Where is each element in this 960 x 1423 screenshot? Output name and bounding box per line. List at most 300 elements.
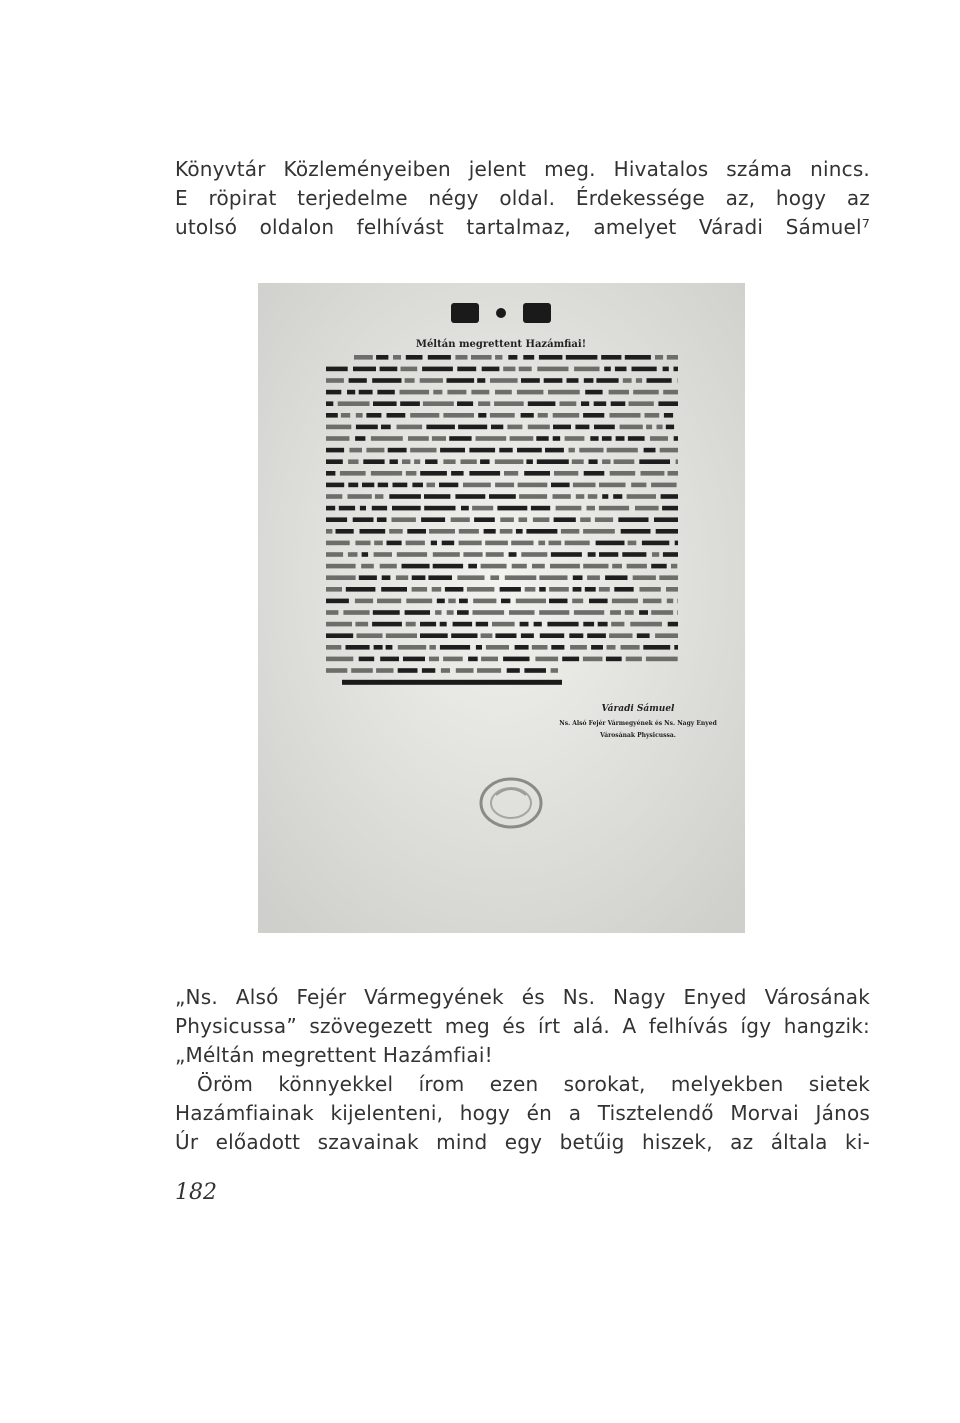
facsimile-word bbox=[326, 425, 351, 430]
facsimile-word bbox=[461, 459, 477, 464]
facsimile-word bbox=[666, 587, 678, 592]
facsimile-word bbox=[511, 541, 533, 546]
facsimile-word bbox=[372, 622, 402, 627]
facsimile-word bbox=[480, 459, 490, 464]
facsimile-word bbox=[432, 587, 442, 592]
facsimile-word bbox=[651, 564, 667, 569]
facsimile-word bbox=[587, 506, 596, 511]
text-line: E röpirat terjedelme négy oldal. Érdekessége az, hogy az bbox=[175, 186, 870, 210]
facsimile-word bbox=[346, 645, 370, 650]
facsimile-word bbox=[348, 483, 358, 488]
facsimile-word bbox=[528, 401, 556, 406]
facsimile-word bbox=[355, 599, 373, 604]
facsimile-word bbox=[362, 483, 374, 488]
facsimile-word bbox=[646, 425, 652, 430]
facsimile-word bbox=[374, 552, 392, 557]
facsimile-word bbox=[420, 378, 443, 383]
facsimile-word bbox=[637, 633, 650, 638]
facsimile-word bbox=[326, 633, 353, 638]
facsimile-word bbox=[538, 541, 545, 546]
facsimile-word bbox=[588, 552, 596, 557]
facsimile-word bbox=[441, 668, 450, 673]
facsimile-word bbox=[396, 575, 408, 580]
facsimile-word bbox=[583, 564, 608, 569]
facsimile-word bbox=[566, 355, 598, 360]
facsimile-word bbox=[661, 494, 678, 499]
facsimile-word bbox=[645, 413, 660, 418]
facsimile-word bbox=[587, 633, 606, 638]
text-line: „Ns. Alsó Fejér Vármegyének és Ns. Nagy Enyed Városának bbox=[175, 985, 870, 1009]
facsimile-signature-title-2: Városának Physicussa. bbox=[600, 732, 676, 739]
facsimile-word bbox=[570, 645, 587, 650]
facsimile-word bbox=[505, 575, 537, 580]
facsimile-word bbox=[581, 401, 589, 406]
facsimile-word bbox=[562, 657, 579, 662]
facsimile-word bbox=[406, 355, 423, 360]
facsimile-word bbox=[596, 378, 618, 383]
facsimile-word bbox=[526, 459, 533, 464]
facsimile-word bbox=[461, 506, 469, 511]
facsimile-word bbox=[583, 529, 615, 534]
facsimile-word bbox=[666, 425, 674, 430]
facsimile-word bbox=[374, 645, 383, 650]
facsimile-word bbox=[554, 471, 578, 476]
facsimile-word bbox=[457, 575, 484, 580]
facsimile-word bbox=[471, 355, 492, 360]
facsimile-word bbox=[371, 436, 403, 441]
facsimile-word bbox=[427, 483, 436, 488]
top-paragraph bbox=[175, 155, 870, 242]
facsimile-word bbox=[481, 564, 507, 569]
facsimile-word bbox=[447, 390, 466, 395]
facsimile-word bbox=[386, 633, 417, 638]
facsimile-word bbox=[610, 471, 636, 476]
facsimile-word bbox=[326, 645, 341, 650]
facsimile-word bbox=[473, 599, 496, 604]
facsimile-word bbox=[627, 494, 656, 499]
facsimile-word bbox=[632, 367, 657, 372]
facsimile-word bbox=[377, 390, 394, 395]
facsimile-word bbox=[457, 367, 476, 372]
facsimile-word bbox=[565, 436, 585, 441]
facsimile-word bbox=[428, 355, 451, 360]
facsimile-word bbox=[361, 564, 374, 569]
facsimile-word bbox=[376, 668, 393, 673]
facsimile-word bbox=[516, 599, 546, 604]
facsimile-word bbox=[495, 390, 512, 395]
facsimile-word bbox=[422, 367, 453, 372]
facsimile-word bbox=[622, 552, 646, 557]
facsimile-word bbox=[663, 390, 678, 395]
facsimile-word bbox=[381, 587, 407, 592]
text-line: Úr előadott szavainak mind egy betűig hiszek, az általa ki- bbox=[175, 1130, 870, 1154]
facsimile-word bbox=[675, 541, 678, 546]
facsimile-word bbox=[667, 355, 678, 360]
facsimile-word bbox=[392, 517, 416, 522]
facsimile-word bbox=[448, 599, 455, 604]
facsimile-word bbox=[620, 425, 643, 430]
facsimile-word bbox=[503, 657, 529, 662]
facsimile-word bbox=[599, 483, 626, 488]
facsimile-word bbox=[348, 552, 358, 557]
facsimile-word bbox=[609, 633, 632, 638]
facsimile-word bbox=[594, 401, 607, 406]
facsimile-word bbox=[451, 471, 464, 476]
facsimile-word bbox=[472, 506, 493, 511]
facsimile-word bbox=[474, 517, 495, 522]
facsimile-word bbox=[414, 459, 420, 464]
facsimile-word bbox=[326, 390, 341, 395]
facsimile-word bbox=[674, 645, 678, 650]
facsimile-word bbox=[497, 506, 527, 511]
facsimile-word bbox=[595, 517, 613, 522]
facsimile-word bbox=[354, 355, 373, 360]
facsimile-word bbox=[531, 506, 550, 511]
facsimile-word bbox=[458, 425, 487, 430]
facsimile-word bbox=[477, 378, 485, 383]
facsimile-word bbox=[491, 425, 503, 430]
facsimile-word bbox=[451, 517, 470, 522]
facsimile-word bbox=[589, 459, 598, 464]
facsimile-word bbox=[625, 355, 651, 360]
facsimile-word bbox=[508, 355, 517, 360]
facsimile-word bbox=[338, 401, 370, 406]
facsimile-word bbox=[662, 506, 678, 511]
facsimile-word bbox=[484, 529, 496, 534]
facsimile-word bbox=[348, 494, 372, 499]
facsimile-word bbox=[455, 494, 485, 499]
facsimile-word bbox=[406, 541, 425, 546]
facsimile-word bbox=[585, 587, 596, 592]
facsimile-word bbox=[478, 401, 490, 406]
facsimile-word bbox=[625, 610, 634, 615]
facsimile-word bbox=[551, 552, 582, 557]
facsimile-word bbox=[353, 367, 376, 372]
facsimile-word bbox=[336, 529, 354, 534]
facsimile-word bbox=[643, 645, 670, 650]
facsimile-word bbox=[387, 413, 406, 418]
facsimile-word bbox=[410, 413, 439, 418]
facsimile-word bbox=[473, 610, 505, 615]
facsimile-word bbox=[524, 471, 550, 476]
facsimile-word bbox=[341, 413, 350, 418]
facsimile-word bbox=[380, 367, 398, 372]
text-line: Könyvtár Közleményeiben jelent meg. Hivatalos száma nincs. bbox=[175, 157, 870, 181]
facsimile-word bbox=[642, 541, 669, 546]
facsimile-word bbox=[463, 483, 491, 488]
facsimile-word bbox=[611, 401, 626, 406]
facsimile-word bbox=[389, 494, 421, 499]
facsimile-word bbox=[601, 355, 621, 360]
facsimile-word bbox=[611, 622, 624, 627]
facsimile-word bbox=[628, 436, 645, 441]
facsimile-word bbox=[639, 610, 648, 615]
facsimile-word bbox=[443, 413, 474, 418]
facsimile-signature-name: Váradi Sámuel bbox=[601, 704, 675, 714]
facsimile-word bbox=[515, 645, 529, 650]
facsimile-word bbox=[485, 541, 508, 546]
facsimile-word bbox=[392, 506, 421, 511]
facsimile-word bbox=[373, 610, 400, 615]
facsimile-word bbox=[602, 494, 608, 499]
facsimile-word bbox=[507, 668, 520, 673]
facsimile-word bbox=[678, 378, 679, 383]
facsimile-word bbox=[655, 355, 663, 360]
facsimile-word bbox=[355, 622, 368, 627]
facsimile-word bbox=[326, 483, 344, 488]
facsimile-word bbox=[348, 459, 358, 464]
facsimile-word bbox=[596, 541, 625, 546]
facsimile-word bbox=[660, 448, 678, 453]
facsimile-word bbox=[518, 483, 548, 488]
facsimile-word bbox=[326, 657, 353, 662]
facsimile-word bbox=[519, 517, 528, 522]
facsimile-word bbox=[443, 657, 463, 662]
facsimile-word bbox=[519, 494, 547, 499]
facsimile-word bbox=[378, 483, 388, 488]
facsimile-word bbox=[449, 436, 471, 441]
facsimile-word bbox=[517, 390, 544, 395]
facsimile-word bbox=[517, 448, 542, 453]
facsimile-word bbox=[521, 633, 534, 638]
facsimile-word bbox=[420, 633, 448, 638]
facsimile-word bbox=[359, 575, 377, 580]
facsimile-word bbox=[585, 390, 602, 395]
facsimile-word bbox=[397, 552, 427, 557]
facsimile-word bbox=[561, 529, 579, 534]
facsimile-word bbox=[456, 668, 474, 673]
facsimile-word bbox=[606, 657, 622, 662]
facsimile-word bbox=[433, 390, 442, 395]
facsimile-word bbox=[500, 517, 514, 522]
facsimile-word bbox=[545, 448, 564, 453]
facsimile-word bbox=[573, 483, 596, 488]
facsimile-word bbox=[401, 367, 418, 372]
facsimile-word bbox=[326, 599, 349, 604]
facsimile-word bbox=[572, 459, 584, 464]
facsimile-word bbox=[420, 471, 447, 476]
facsimile-word bbox=[573, 587, 582, 592]
facsimile-word bbox=[643, 599, 662, 604]
facsimile-word bbox=[544, 378, 563, 383]
facsimile-word bbox=[426, 425, 455, 430]
facsimile-word bbox=[500, 587, 521, 592]
facsimile-word bbox=[486, 552, 504, 557]
facsimile-word bbox=[560, 401, 577, 406]
facsimile-word bbox=[477, 668, 501, 673]
facsimile-word bbox=[326, 459, 343, 464]
facsimile-word bbox=[539, 587, 546, 592]
facsimile-word bbox=[618, 517, 648, 522]
facsimile-word bbox=[521, 552, 547, 557]
facsimile-word bbox=[389, 529, 403, 534]
facsimile-word bbox=[627, 564, 647, 569]
facsimile-word bbox=[610, 413, 641, 418]
facsimile-word bbox=[440, 645, 470, 650]
facsimile-word bbox=[359, 390, 373, 395]
facsimile-word bbox=[651, 610, 673, 615]
text-line: „Méltán megrettent Hazámfiai! bbox=[175, 1043, 493, 1067]
facsimile-word bbox=[626, 657, 642, 662]
facsimile-word bbox=[402, 459, 410, 464]
facsimile-word bbox=[589, 599, 608, 604]
facsimile-word bbox=[556, 506, 582, 511]
facsimile-word bbox=[607, 448, 638, 453]
facsimile-word bbox=[326, 367, 348, 372]
facsimile-word bbox=[443, 459, 455, 464]
facsimile-word bbox=[631, 483, 646, 488]
facsimile-word bbox=[605, 575, 627, 580]
facsimile-word bbox=[408, 436, 429, 441]
facsimile-word bbox=[604, 367, 611, 372]
facsimile-word bbox=[326, 552, 343, 557]
facsimile-word bbox=[671, 564, 677, 569]
facsimile-word bbox=[431, 541, 437, 546]
facsimile-word bbox=[674, 436, 678, 441]
facsimile-word bbox=[326, 448, 344, 453]
facsimile-word bbox=[614, 587, 633, 592]
text-line: Hazámfiainak kijelenteni, hogy én a Tisztelendő Morvai János bbox=[175, 1101, 870, 1125]
facsimile-word bbox=[326, 517, 347, 522]
facsimile-word bbox=[468, 564, 477, 569]
facsimile-word bbox=[495, 355, 502, 360]
facsimile-word bbox=[407, 529, 426, 534]
facsimile-word bbox=[356, 413, 363, 418]
facsimile-word bbox=[525, 587, 536, 592]
facsimile-word bbox=[602, 436, 612, 441]
facsimile-word bbox=[429, 645, 436, 650]
facsimile-word bbox=[349, 378, 367, 383]
facsimile-word bbox=[382, 575, 391, 580]
facsimile-word bbox=[343, 610, 369, 615]
facsimile-word bbox=[549, 587, 569, 592]
facsimile-word bbox=[326, 494, 342, 499]
page-number: 182 bbox=[175, 1180, 217, 1205]
facsimile-word bbox=[437, 599, 445, 604]
facsimile-word bbox=[476, 622, 488, 627]
facsimile-word bbox=[355, 436, 365, 441]
facsimile-word bbox=[390, 459, 398, 464]
facsimile-word bbox=[510, 436, 534, 441]
facsimile-word bbox=[386, 645, 393, 650]
facsimile-word bbox=[406, 622, 416, 627]
facsimile-word bbox=[549, 599, 568, 604]
facsimile-word bbox=[481, 633, 493, 638]
facsimile-word bbox=[476, 645, 482, 650]
facsimile-word bbox=[523, 355, 534, 360]
facsimile-word bbox=[398, 645, 426, 650]
facsimile-word bbox=[583, 413, 604, 418]
facsimile-word bbox=[326, 575, 356, 580]
facsimile-word bbox=[412, 483, 423, 488]
facsimile-word bbox=[573, 575, 583, 580]
text-line: utolsó oldalon felhívást tartalmaz, amelyet Váradi Sámuel⁷ bbox=[175, 215, 870, 239]
facsimile-word bbox=[613, 494, 622, 499]
facsimile-word bbox=[489, 494, 516, 499]
facsimile-word bbox=[469, 448, 495, 453]
facsimile-word bbox=[583, 622, 594, 627]
facsimile-word bbox=[521, 413, 534, 418]
facsimile-word bbox=[509, 610, 535, 615]
text-line: Öröm könnyekkel írom ezen sorokat, melyekben sietek bbox=[197, 1072, 870, 1096]
facsimile-word bbox=[533, 517, 550, 522]
facsimile-word bbox=[326, 668, 347, 673]
facsimile-word bbox=[521, 378, 540, 383]
facsimile-word bbox=[553, 436, 561, 441]
facsimile-word bbox=[664, 413, 673, 418]
facsimile-word bbox=[621, 529, 651, 534]
facsimile-word bbox=[447, 378, 475, 383]
facsimile-word bbox=[535, 657, 558, 662]
facsimile-word bbox=[567, 378, 579, 383]
facsimile-word bbox=[549, 541, 562, 546]
facsimile-word bbox=[579, 448, 603, 453]
facsimile-word bbox=[509, 552, 517, 557]
facsimile-word bbox=[380, 564, 397, 569]
facsimile-word bbox=[326, 471, 335, 476]
facsimile-word bbox=[584, 378, 594, 383]
facsimile-word bbox=[471, 390, 489, 395]
facsimile-word bbox=[351, 668, 373, 673]
facsimile-word bbox=[490, 575, 499, 580]
facsimile-word bbox=[326, 587, 342, 592]
facsimile-word bbox=[553, 425, 571, 430]
facsimile-word bbox=[610, 610, 621, 615]
facsimile-word bbox=[609, 390, 629, 395]
facsimile-word bbox=[468, 657, 478, 662]
facsimile-word bbox=[640, 587, 661, 592]
facsimile-word bbox=[377, 517, 387, 522]
facsimile-word bbox=[429, 529, 455, 534]
facsimile-word bbox=[359, 657, 375, 662]
facsimile-word bbox=[657, 425, 663, 430]
facsimile-heading: Méltán megrettent Hazámfiai! bbox=[415, 339, 587, 350]
facsimile-word bbox=[467, 587, 495, 592]
facsimile-word bbox=[376, 355, 388, 360]
facsimile-word bbox=[403, 657, 425, 662]
facsimile-word bbox=[575, 425, 589, 430]
facsimile-word bbox=[512, 564, 527, 569]
facsimile-signature-title-1: Ns. Alsó Fejér Vármegyének és Ns. Nagy Enyed bbox=[559, 720, 717, 727]
facsimile-word bbox=[393, 355, 401, 360]
facsimile-word bbox=[534, 622, 542, 627]
facsimile-word bbox=[374, 541, 383, 546]
facsimile-word bbox=[459, 541, 482, 546]
facsimile-word bbox=[366, 448, 384, 453]
facsimile-word bbox=[340, 471, 366, 476]
facsimile-word bbox=[423, 401, 454, 406]
facsimile-word bbox=[381, 425, 391, 430]
facsimile-word bbox=[494, 401, 524, 406]
facsimile-word bbox=[553, 494, 571, 499]
facsimile-word bbox=[442, 541, 455, 546]
facsimile-word bbox=[406, 471, 417, 476]
facsimile-word bbox=[326, 541, 350, 546]
facsimile-word bbox=[412, 575, 426, 580]
facsimile-word bbox=[377, 599, 401, 604]
facsimile-word bbox=[346, 587, 376, 592]
facsimile-word bbox=[594, 425, 615, 430]
facsimile-word bbox=[612, 564, 622, 569]
facsimile-word bbox=[433, 564, 463, 569]
facsimile-word bbox=[668, 471, 679, 476]
facsimile-word bbox=[668, 622, 678, 627]
bottom-paragraph bbox=[175, 983, 870, 1157]
facsimile-word bbox=[372, 378, 401, 383]
facsimile-word bbox=[482, 367, 500, 372]
facsimile-word bbox=[539, 575, 567, 580]
facsimile-word bbox=[528, 425, 550, 430]
